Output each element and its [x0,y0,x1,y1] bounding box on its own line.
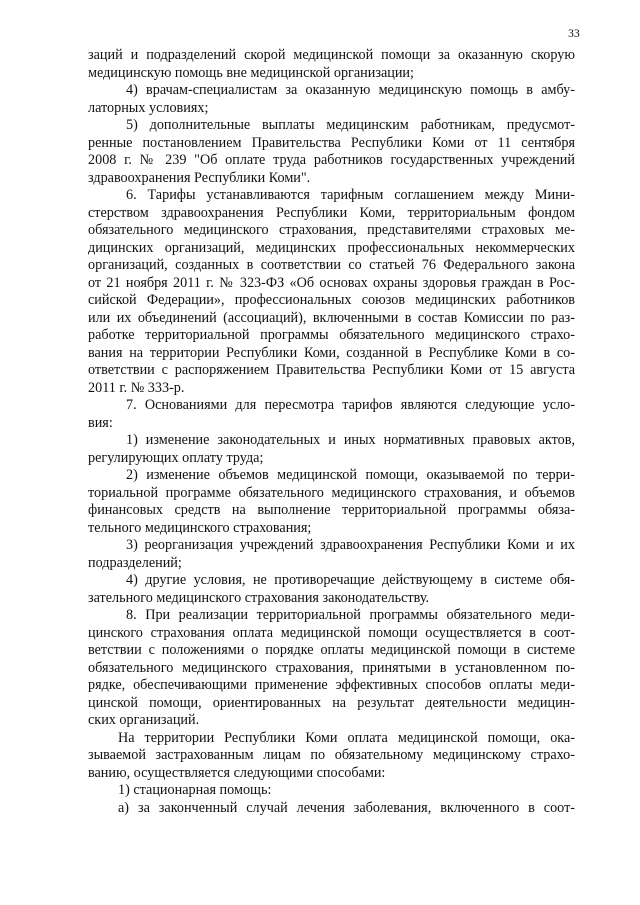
paragraph [88,432,575,467]
text-line: зательного медицинского страхования законодательству. [88,589,430,606]
text-line: цинского страхования оплата медицинской помощи осуществляется в соот- [88,624,575,641]
text-line: финансовых средств на выполнение территориальной программы обяза- [88,502,575,518]
text-line: ванию, осуществляется следующими способами: [88,764,386,781]
text-line: 2011 г. № 333-р. [88,379,185,396]
text-line: ренные постановлением Правительства Республики Коми от 11 сентября [88,134,575,151]
text-line: заций и подразделений скорой медицинской помощи за оказанную скорую [88,47,575,63]
text-line: дицинских организаций, медицинских профессиональных некоммерческих [88,239,575,256]
text-line: 8. При реализации территориальной программы обязательного меди- [126,607,575,623]
text-line: 1) изменение законодательных и иных нормативных правовых актов, [126,432,575,448]
text-line: ветствии с положениями о порядке оплаты медицинской помощи в системе [88,642,575,658]
text-line: а) за законченный случай лечения заболевания, включенного в соот- [118,799,575,816]
text-line: 5) дополнительные выплаты медицинским работникам, предусмот- [126,117,575,133]
text-line: 6. Тарифы устанавливаются тарифным соглашением между Мини- [126,187,575,203]
text-line: ских организаций. [88,712,200,728]
text-line: или их объединений (ассоциаций), включенными в состав Комиссии по раз- [88,309,575,326]
text-line: сийской Федерации», профессиональных союзов медицинских работников [88,292,575,308]
text-line: организаций, созданных в соответствии со статьей 76 Федерального закона [88,257,575,273]
paragraph [88,782,575,800]
text-line: медицинскую помощь вне медицинской организации; [88,64,414,81]
paragraph [88,82,575,117]
text-line: вания на территории Республики Коми, созданной в Республике Коми в со- [88,344,575,361]
text-line: 2) изменение объемов медицинской помощи, оказываемой по терри- [126,467,575,483]
text-line: 2008 г. № 239 "Об оплате труда работников государственных учреждений [88,152,575,168]
text-line: На территории Республики Коми оплата медицинской помощи, ока- [118,729,575,746]
page-number: 33 [568,28,580,40]
text-line: цинской помощи, ориентированных на результат деятельности медицин- [88,694,575,711]
paragraph [88,730,575,783]
text-line: 4) врачам-специалистам за оказанную медицинскую помощь в амбу- [126,82,575,98]
paragraph [88,187,575,397]
text-line: подразделений; [88,554,182,571]
paragraph [88,607,575,730]
text-line: обязательного медицинского страхования, представителями страховых ме- [88,222,575,238]
text-line: регулирующих оплату труда; [88,449,264,466]
paragraph [88,47,575,82]
paragraph [88,397,575,432]
paragraph [88,117,575,187]
text-line: рядке, обеспечивающими применение эффективных способов оплаты меди- [88,677,575,693]
text-line: 7. Основаниями для пересмотра тарифов являются следующие усло- [126,397,575,413]
text-line: 4) другие условия, не противоречащие действующему в системе обя- [126,572,575,588]
text-line: обязательного медицинского страхования, принятыми в установленном по- [88,659,575,676]
text-line: вия: [88,414,113,431]
paragraph [88,572,575,607]
text-line: ответствии с распоряжением Правительства Республики Коми от 15 августа [88,362,575,378]
text-line: ториальной программе обязательного медицинского страхования, и объемов [88,484,575,501]
text-line: 3) реорганизация учреждений здравоохранения Республики Коми и их [126,537,575,553]
text-line: работке территориальной программы обязательного медицинского страхо- [88,327,575,343]
text-line: зываемой застрахованным лицам по обязательному медицинскому страхо- [88,747,575,763]
text-line: 1) стационарная помощь: [118,782,272,798]
text-line: здравоохранения Республики Коми". [88,169,311,186]
text-line: латорных условиях; [88,99,209,116]
text-line: стерством здравоохранения Республики Коми, территориальным фондом [88,204,575,221]
document-body [88,47,575,817]
text-line: тельного медицинского страхования; [88,519,312,536]
text-line: от 21 ноября 2011 г. № 323-ФЗ «Об основах охраны здоровья граждан в Рос- [88,274,575,291]
paragraph [88,467,575,537]
paragraph [88,537,575,572]
paragraph [88,800,575,818]
